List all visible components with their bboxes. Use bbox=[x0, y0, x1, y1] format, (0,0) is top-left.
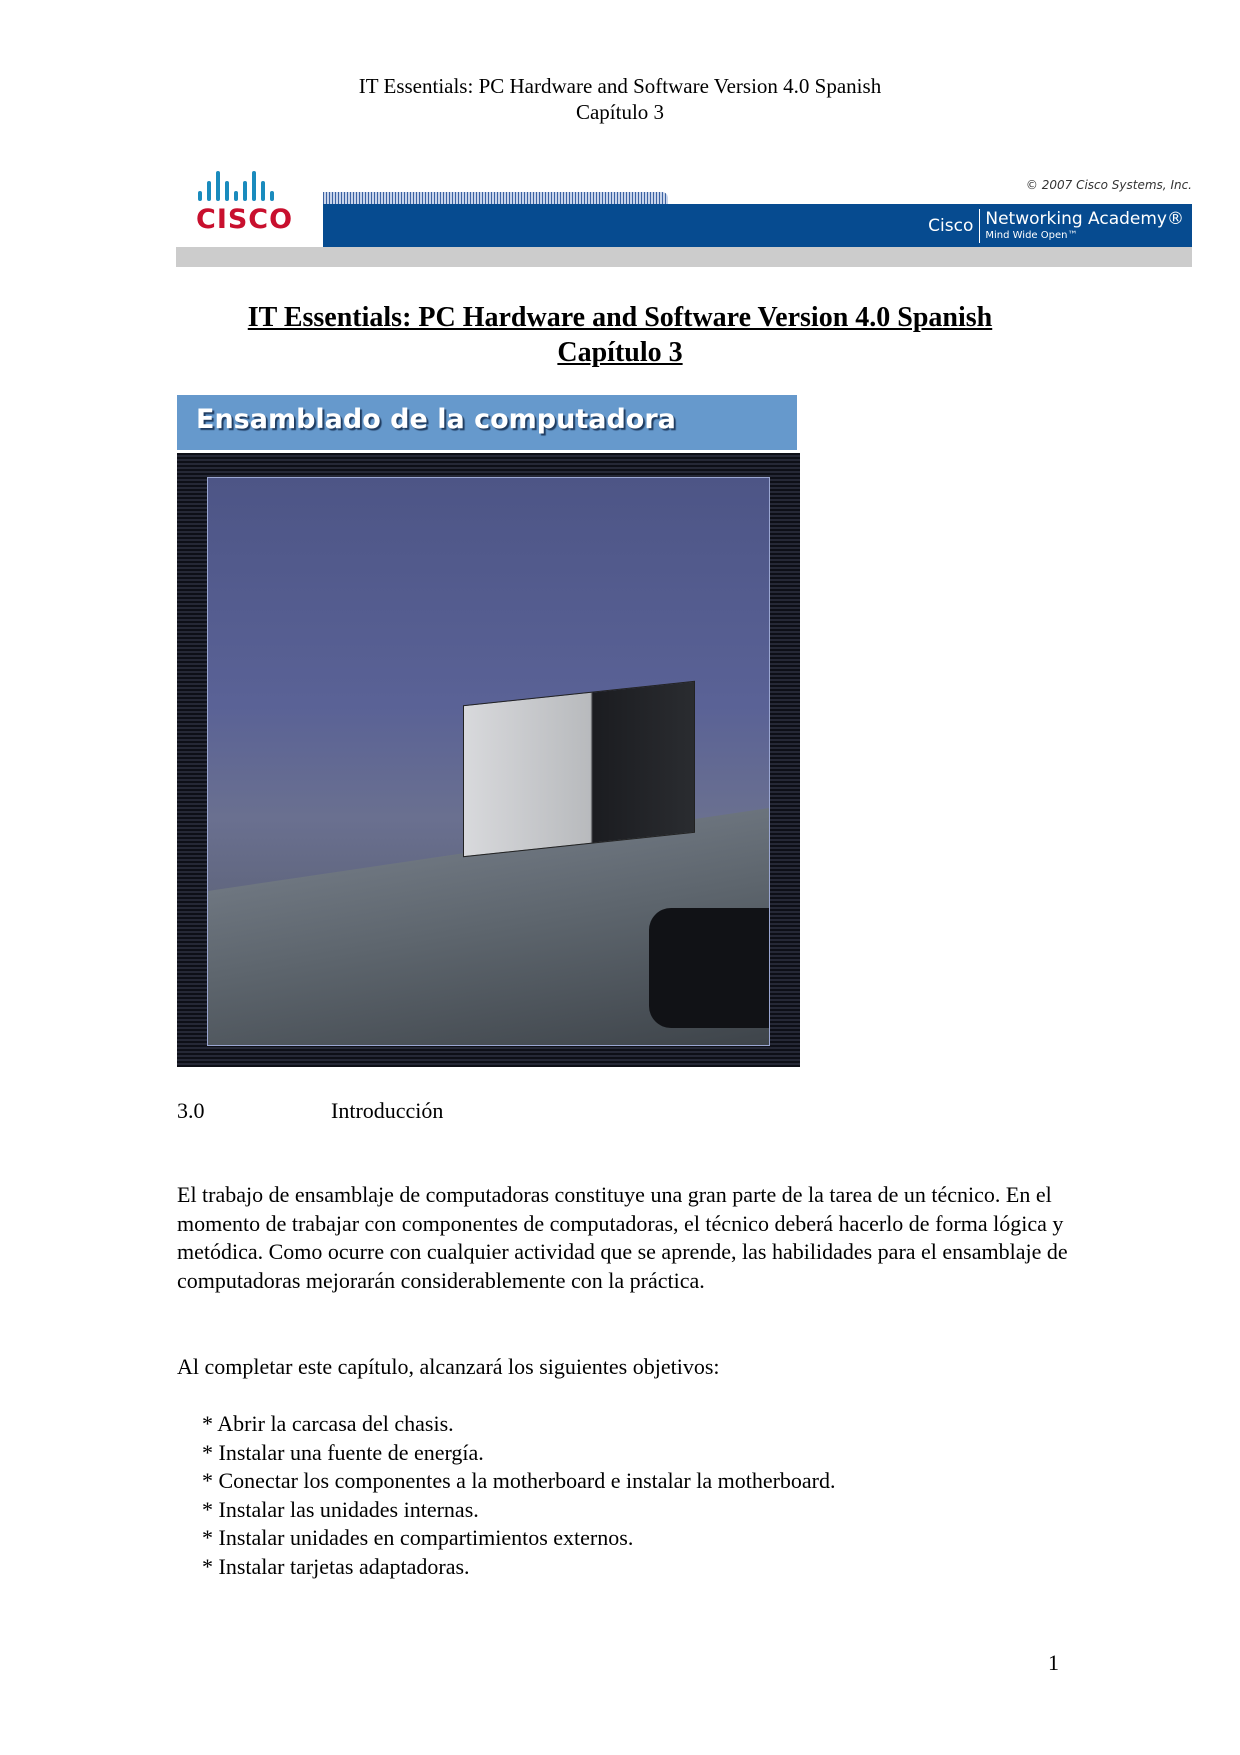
figure-caption: Ensamblado de la computadora bbox=[196, 404, 676, 435]
figure-image bbox=[177, 453, 800, 1067]
intro-paragraph: El trabajo de ensamblaje de computadoras constituye una gran parte de la tarea de un técnico. En el momento de trabajar con componentes de computadoras, el técnico deberá hacerlo de forma lógica y metódica. Como ocurre con cualquier actividad que se aprende, las habilidades para el ensamblaje de computadoras mejorarán considerablemente con la práctica. bbox=[177, 1182, 1068, 1293]
page-number: 1 bbox=[1048, 1650, 1059, 1675]
objectives-intro: Al completar este capítulo, alcanzará los siguientes objetivos: bbox=[177, 1354, 720, 1379]
copyright-text: © 2007 Cisco Systems, Inc. bbox=[1025, 178, 1192, 192]
cisco-bars-icon bbox=[198, 167, 291, 201]
cisco-banner bbox=[176, 162, 1192, 267]
networking-academy-logo bbox=[928, 209, 1184, 243]
cisco-logo bbox=[196, 167, 294, 242]
chair-shape bbox=[649, 908, 769, 1028]
title-line1: IT Essentials: PC Hardware and Software Version 4.0 Spanish bbox=[247, 302, 993, 333]
cisco-logo-text: CISCO bbox=[196, 204, 294, 235]
list-item: * Instalar tarjetas adaptadoras. bbox=[202, 1553, 470, 1579]
banner-gray-bar bbox=[176, 247, 1192, 267]
list-item: * Instalar unidades en compartimientos externos. bbox=[202, 1525, 634, 1550]
list-item: * Conectar los componentes a la motherboard e instalar la motherboard. bbox=[202, 1468, 836, 1493]
document-title bbox=[0, 300, 1240, 370]
section-title: Introducción bbox=[331, 1098, 444, 1123]
list-item: * Abrir la carcasa del chasis. bbox=[202, 1411, 454, 1436]
objectives-list bbox=[202, 1410, 836, 1581]
banner-stripe bbox=[323, 192, 668, 204]
running-header-line1: IT Essentials: PC Hardware and Software Version 4.0 Spanish bbox=[358, 74, 882, 98]
academy-tagline: Mind Wide Open™ bbox=[985, 230, 1078, 241]
academy-name: Networking Academy® bbox=[985, 209, 1184, 229]
running-header-line2: Capítulo 3 bbox=[575, 100, 665, 124]
list-item: * Instalar las unidades internas. bbox=[202, 1496, 479, 1522]
chapter-figure bbox=[177, 395, 800, 1067]
pc-tower-shape bbox=[463, 681, 695, 857]
academy-cisco: Cisco bbox=[928, 209, 980, 243]
running-header bbox=[0, 73, 1240, 125]
figure-header bbox=[177, 395, 797, 450]
list-item: * Instalar una fuente de energía. bbox=[202, 1439, 484, 1465]
computer-assembly-photo bbox=[207, 477, 770, 1046]
section-number: 3.0 bbox=[177, 1098, 205, 1123]
title-line2: Capítulo 3 bbox=[557, 337, 683, 368]
section-heading bbox=[177, 1097, 443, 1125]
